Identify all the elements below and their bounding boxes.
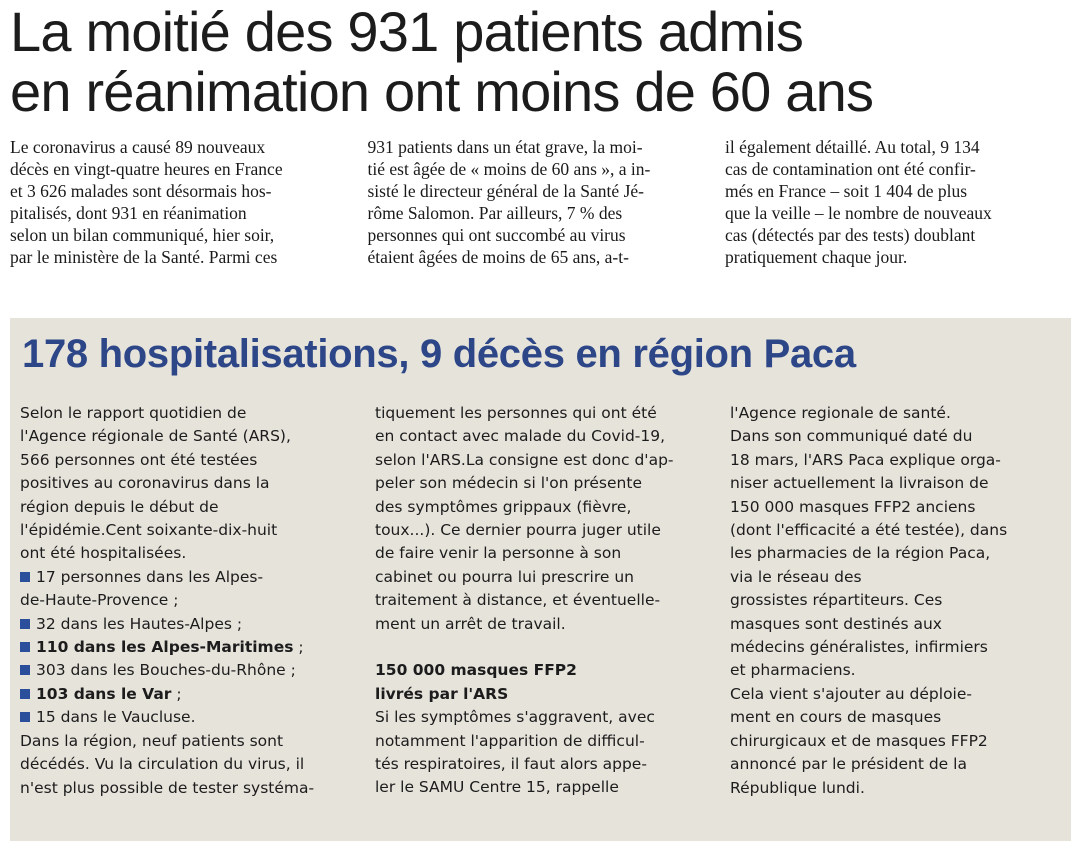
list-item-bold-text: 103 dans le Var [36,684,172,703]
headline-line: La moitié des 931 patients admis [10,0,804,63]
text-line: 150 000 masques FFP2 anciens [730,497,976,516]
text-line: des symptômes grippaux (fièvre, [375,497,632,516]
text-line: l'Agence regionale de santé. [730,404,951,422]
text-line: décédés. Vu la circulation du virus, il [20,755,305,774]
list-item-text: ; [171,684,182,703]
list-item-text: 15 dans le Vaucluse. [36,708,196,727]
list-item-bold-text: 110 dans les Alpes-Maritimes [36,638,294,657]
spacer [375,636,705,659]
text-line: région depuis le début de [20,497,219,516]
article-body [10,136,1072,268]
text-line: notamment l'apparition de difficul- [375,731,645,750]
text-line: cas (détectés par des tests) doublant [725,225,976,245]
text-line: les pharmacies de la région Paca, [730,544,991,563]
text-line: Le coronavirus a causé 89 nouveaux [10,137,266,157]
text-line: tié est âgée de « moins de 60 ans », a in- [367,159,651,179]
text-line: cabinet ou pourra lui prescrire un [375,567,634,586]
text-line: grossistes répartiteurs. Ces [730,591,943,610]
bullet-square-icon [20,572,30,582]
text-line: n'est plus possible de tester systéma- [20,778,315,797]
sidebar-column-1 [20,402,350,800]
text-line: décès en vingt-quatre heures en France [10,159,283,179]
text-line: et pharmaciens. [730,661,856,680]
text-line: sisté le directeur général de la Santé Jé- [367,181,644,201]
text-line: de faire venir la personne à son [375,544,622,563]
article-column-3 [725,136,1072,268]
text-line: annoncé par le président de la [730,755,967,774]
text-line: ont été hospitalisées. [20,544,187,563]
text-line: Selon le rapport quotidien de [20,404,247,422]
bullet-square-icon [20,712,30,722]
list-item [20,566,350,589]
text-line: toux...). Ce dernier pourra juger utile [375,521,661,540]
bullet-square-icon [20,642,30,652]
list-item-text: 32 dans les Hautes-Alpes ; [36,614,243,633]
list-item-text: 303 dans les Bouches-du-Rhône ; [36,661,296,680]
regional-sidebar-box [10,318,1071,841]
subheading-line: livrés par l'ARS [375,684,509,703]
text-line: (dont l'efficacité a été testée), dans [730,521,1008,540]
text-line: positives au coronavirus dans la [20,474,270,493]
list-item [20,706,350,729]
list-item [20,613,350,636]
text-line: selon l'ARS.La consigne est donc d'ap- [375,450,674,469]
text-line: chirurgicaux et de masques FFP2 [730,731,988,750]
text-line: ment un arrêt de travail. [375,614,566,633]
text-line: ment en cours de masques [730,708,942,727]
headline-line: en réanimation ont moins de 60 ans [10,60,874,123]
sidebar-body [20,402,1060,800]
text-line: l'Agence régionale de Santé (ARS), [20,427,291,446]
text-line: via le réseau des [730,567,862,586]
text-line: rôme Salomon. Par ailleurs, 7 % des [367,203,623,223]
text-line: Dans son communiqué daté du [730,427,973,446]
text-line: pratiquement chaque jour. [725,247,908,267]
text-line: l'épidémie.Cent soixante-dix-huit [20,521,278,540]
sidebar-column-2 [375,402,705,800]
subheading-line: 150 000 masques FFP2 [375,661,577,680]
text-line: més en France – soit 1 404 de plus [725,181,968,201]
text-line: masques sont destinés aux [730,614,942,633]
text-line: médecins généralistes, infirmiers [730,638,988,657]
text-line: cas de contamination ont été confir- [725,159,976,179]
text-line: tiquement les personnes qui ont été [375,404,657,422]
text-line: 566 personnes ont été testées [20,450,258,469]
bullet-square-icon [20,665,30,675]
bullet-square-icon [20,689,30,699]
text-line: pitalisés, dont 931 en réanimation [10,203,247,223]
text-line: et 3 626 malades sont désormais hos- [10,181,272,201]
text-line: Si les symptômes s'aggravent, avec [375,708,655,727]
text-line: personnes qui ont succombé au virus [367,225,626,245]
text-line: 18 mars, l'ARS Paca explique orga- [730,450,1001,469]
text-line: selon un bilan communiqué, hier soir, [10,225,275,245]
text-line: Dans la région, neuf patients sont [20,731,284,750]
text-line: Cela vient s'ajouter au déploie- [730,684,972,703]
list-item-text: 17 personnes dans les Alpes- [36,567,264,586]
text-line: traitement à distance, et éventuelle- [375,591,661,610]
article-column-1 [10,136,357,268]
text-line: ler le SAMU Centre 15, rappelle [375,778,619,797]
list-item [20,683,350,706]
text-line: tés respiratoires, il faut alors appe- [375,755,647,774]
article-headline [10,2,1075,122]
sidebar-column-3 [730,402,1060,800]
sidebar-title: 178 hospitalisations, 9 décès en région Paca [22,332,856,376]
bullet-square-icon [20,619,30,629]
text-line: en contact avec malade du Covid-19, [375,427,666,446]
text-line: étaient âgées de moins de 65 ans, a-t- [367,247,629,267]
text-line: peler son médecin si l'on présente [375,474,642,493]
list-item [20,636,350,659]
text-line: que la veille – le nombre de nouveaux [725,203,992,223]
article-column-2 [368,136,715,268]
text-line: par le ministère de la Santé. Parmi ces [10,247,278,267]
text-line: 931 patients dans un état grave, la moi- [367,137,643,157]
text-line: République lundi. [730,778,865,797]
list-item [20,659,350,682]
text-line: niser actuellement la livraison de [730,474,989,493]
list-item-text: ; [293,638,304,657]
list-item-continuation: de-Haute-Provence ; [20,591,179,610]
text-line: il également détaillé. Au total, 9 134 [725,137,980,157]
